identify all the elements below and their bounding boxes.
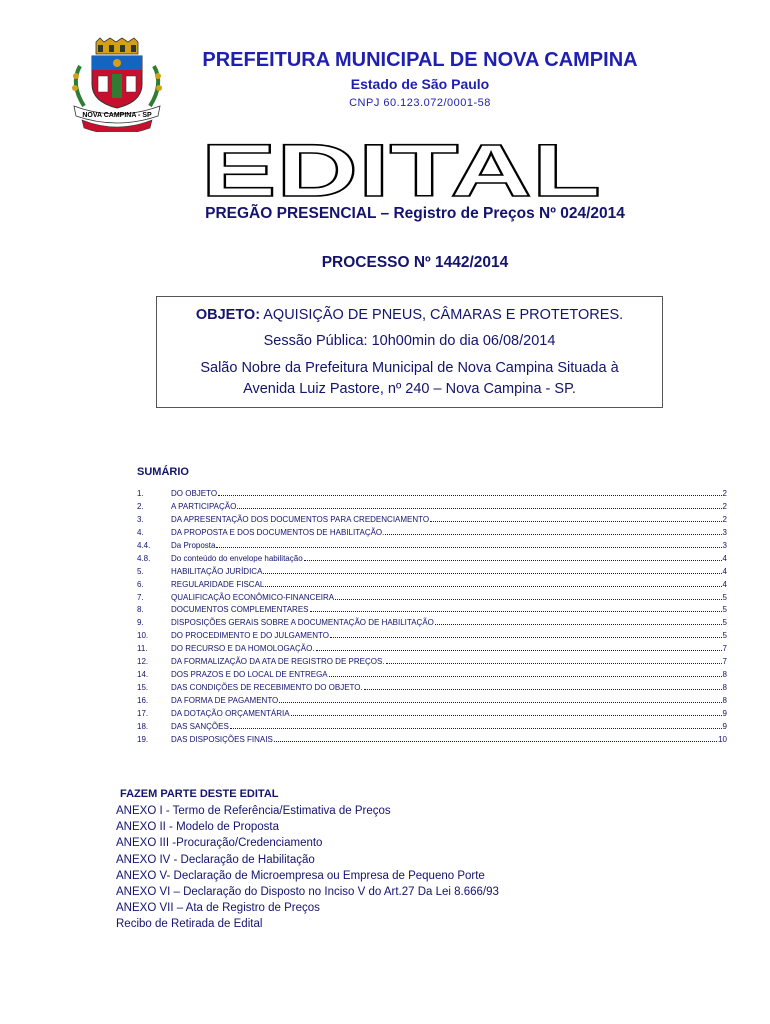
toc-item-page: 3: [722, 527, 727, 537]
toc-item[interactable]: [137, 617, 727, 630]
toc-item[interactable]: [137, 734, 727, 747]
toc-item-title: DA FORMALIZAÇÃO DA ATA DE REGISTRO DE PREÇOS.: [171, 657, 385, 667]
toc-item-title: DA FORMA DE PAGAMENTO: [171, 696, 279, 705]
toc-item[interactable]: [137, 527, 727, 540]
toc-item-page: 5: [722, 618, 727, 628]
toc-item-title: DO RECURSO E DA HOMOLOGAÇÃO.: [171, 644, 315, 654]
toc-item-title: DAS CONDIÇÕES DE RECEBIMENTO DO OBJETO.: [171, 683, 363, 693]
svg-text:EDITAL: EDITAL: [201, 136, 601, 202]
toc-item-title: REGULARIDADE FISCAL: [171, 579, 265, 589]
toc-item-number: 16.: [137, 696, 149, 705]
toc-item-number: 10.: [137, 631, 149, 641]
toc-item-title: DO OBJETO: [171, 489, 218, 498]
toc-item-page: 5: [722, 605, 727, 615]
toc-item-page: 8: [722, 670, 727, 680]
toc-item[interactable]: [137, 566, 727, 579]
municipal-crest-logo: [62, 36, 172, 132]
toc-item-page: 10: [718, 734, 727, 744]
edital-heading: [196, 136, 606, 202]
toc-item-page: 5: [722, 631, 727, 641]
toc-item-page: 2: [722, 514, 727, 524]
toc-item-title: Do conteúdo do envelope habilitação: [171, 553, 303, 563]
toc-leader-dots: [386, 656, 722, 664]
toc-item[interactable]: [137, 501, 727, 514]
toc-item[interactable]: [137, 604, 727, 617]
toc-item[interactable]: [137, 488, 727, 501]
annex-item: ANEXO III -Procuração/Credenciamento: [116, 837, 323, 850]
toc-item-title: DOCUMENTOS COMPLEMENTARES: [171, 605, 309, 615]
toc-item-page: 3: [722, 540, 727, 550]
toc-item-page: 7: [722, 657, 727, 667]
toc-item-title: Da Proposta: [171, 540, 216, 550]
object-box: [156, 296, 663, 408]
toc-item-number: 1.: [137, 489, 144, 498]
local-line-1: Salão Nobre da Prefeitura Municipal de Nova Campina Situada à: [200, 360, 619, 376]
toc-item-number: 9.: [137, 618, 144, 628]
toc-item-number: 6.: [137, 579, 144, 589]
objeto-text: AQUISIÇÃO DE PNEUS, CÂMARAS E PROTETORES.: [260, 307, 624, 323]
annexes-heading: FAZEM PARTE DESTE EDITAL: [120, 788, 279, 800]
toc-leader-dots: [316, 643, 722, 651]
toc-item-title: DAS DISPOSIÇÕES FINAIS: [171, 734, 273, 744]
toc-item-number: 14.: [137, 670, 149, 680]
toc-leader-dots: [335, 592, 721, 600]
crest-banner-text: NOVA CAMPINA - SP: [82, 112, 152, 119]
toc-item-number: 5.: [137, 566, 144, 576]
toc-item-number: 7.: [137, 592, 144, 602]
toc-item-page: 4: [722, 579, 727, 589]
annex-item: ANEXO V- Declaração de Microempresa ou Empresa de Pequeno Porte: [116, 869, 485, 882]
toc-item[interactable]: [137, 540, 727, 553]
annex-item: ANEXO I - Termo de Referência/Estimativa de Preços: [116, 805, 391, 817]
toc-item-page: 8: [722, 683, 727, 693]
toc-item[interactable]: [137, 721, 727, 734]
toc-item-title: DOS PRAZOS E DO LOCAL DE ENTREGA: [171, 670, 328, 680]
toc-item[interactable]: [137, 682, 727, 695]
toc-item-number: 4.4.: [137, 540, 151, 550]
toc-leader-dots: [435, 617, 722, 625]
toc-item-title: HABILITAÇÃO JURÍDICA: [171, 566, 263, 576]
sessao-line: Sessão Pública: 10h00min do dia 06/08/2014: [263, 333, 556, 349]
table-of-contents: [137, 488, 727, 747]
toc-item-title: DA APRESENTAÇÃO DOS DOCUMENTOS PARA CREDENCIAMENTO: [171, 514, 430, 524]
toc-leader-dots: [263, 566, 721, 574]
toc-item-title: DO PROCEDIMENTO E DO JULGAMENTO: [171, 631, 329, 641]
annex-list: [116, 803, 499, 933]
toc-leader-dots: [265, 579, 721, 587]
annex-item: ANEXO VI – Declaração do Disposto no Inciso V do Art.27 Da Lei 8.666/93: [116, 885, 499, 898]
toc-item-page: 9: [722, 708, 727, 718]
toc-item[interactable]: [137, 592, 727, 605]
toc-item-number: 4.: [137, 527, 144, 537]
objeto-label: OBJETO:: [195, 307, 261, 323]
toc-item-title: DISPOSIÇÕES GERAIS SOBRE A DOCUMENTAÇÃO DE HABILITAÇÃO: [171, 618, 434, 628]
toc-item-title: A PARTICIPAÇÃO: [171, 501, 237, 511]
toc-leader-dots: [330, 630, 722, 638]
toc-item[interactable]: [137, 553, 727, 566]
toc-item-page: 4: [722, 553, 727, 563]
toc-item[interactable]: [137, 579, 727, 592]
local-line-2: Avenida Luiz Pastore, nº 240 – Nova Campina - SP.: [243, 381, 576, 397]
toc-item-title: DAS SANÇÕES: [171, 721, 229, 731]
toc-item-title: QUALIFICAÇÃO ECONÔMICO-FINANCEIRA: [171, 592, 335, 602]
toc-item[interactable]: [137, 708, 727, 721]
state-name: Estado de São Paulo: [350, 76, 490, 92]
sumario-heading: SUMÁRIO: [137, 466, 189, 478]
toc-leader-dots: [216, 540, 721, 548]
toc-leader-dots: [430, 514, 721, 522]
toc-leader-dots: [310, 604, 722, 612]
toc-item-number: 12.: [137, 657, 149, 667]
toc-item-number: 15.: [137, 683, 149, 693]
toc-item[interactable]: [137, 514, 727, 527]
toc-item[interactable]: [137, 656, 727, 669]
toc-leader-dots: [291, 708, 722, 716]
toc-item[interactable]: [137, 643, 727, 656]
toc-item-number: 8.: [137, 605, 144, 615]
toc-leader-dots: [385, 527, 721, 535]
toc-leader-dots: [329, 669, 722, 677]
annex-item: ANEXO VII – Ata de Registro de Preços: [116, 902, 320, 915]
toc-item-page: 2: [722, 489, 727, 498]
toc-leader-dots: [237, 501, 721, 509]
toc-item-number: 17.: [137, 708, 149, 718]
toc-item-page: 9: [722, 721, 727, 731]
toc-item-number: 18.: [137, 721, 149, 731]
toc-leader-dots: [218, 488, 721, 496]
toc-item-page: 8: [722, 696, 727, 705]
annex-item: ANEXO II - Modelo de Proposta: [116, 821, 279, 834]
processo-number: PROCESSO Nº 1442/2014: [321, 254, 509, 271]
toc-item-title: DA DOTAÇÃO ORÇAMENTÁRIA: [171, 708, 290, 718]
toc-item-number: 11.: [137, 644, 148, 654]
city-hall-title: PREFEITURA MUNICIPAL DE NOVA CAMPINA: [202, 49, 638, 71]
toc-leader-dots: [364, 682, 722, 690]
toc-item-page: 7: [722, 644, 727, 654]
toc-item-number: 2.: [137, 501, 144, 511]
toc-leader-dots: [304, 553, 722, 561]
annex-item: ANEXO IV - Declaração de Habilitação: [116, 853, 315, 866]
toc-item-page: 5: [722, 592, 727, 602]
toc-item-number: 3.: [137, 514, 144, 524]
toc-item-title: DA PROPOSTA E DOS DOCUMENTOS DE HABILITAÇÃO.: [171, 527, 385, 537]
toc-item-page: 2: [722, 501, 727, 511]
objeto-line: [157, 307, 662, 323]
toc-item[interactable]: [137, 630, 727, 643]
toc-item-number: 19.: [137, 734, 149, 744]
cnpj-number: CNPJ 60.123.072/0001-58: [349, 97, 491, 109]
toc-item[interactable]: [137, 669, 727, 682]
toc-leader-dots: [230, 721, 722, 729]
pregao-title: PREGÃO PRESENCIAL – Registro de Preços Nº 024/2014: [205, 205, 625, 222]
toc-item[interactable]: [137, 695, 727, 708]
toc-item-number: 4.8.: [137, 553, 151, 563]
toc-item-page: 4: [722, 566, 727, 576]
toc-leader-dots: [279, 695, 721, 703]
annex-item: Recibo de Retirada de Edital: [116, 918, 263, 931]
toc-leader-dots: [274, 734, 717, 742]
